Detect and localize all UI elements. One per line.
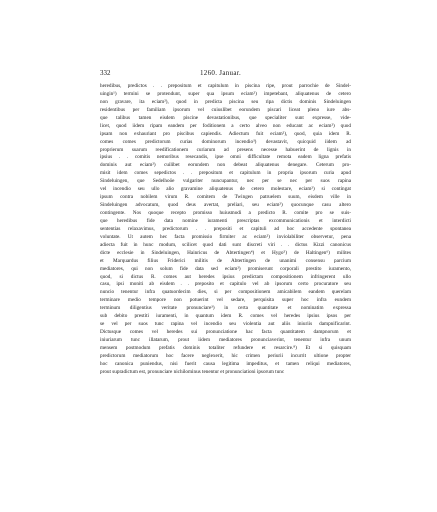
text-line: Sindeluingen, que Sedelhoöe vulgariter nuncupantur, nec per se nec per suos rapina xyxy=(100,178,351,185)
text-line: predictorum mediatorum hoc facere neglexerit, hic crimen periurii incurrit ultione propter xyxy=(100,352,351,359)
text-line: adiecta fuit in hunc modum, scilicet quod dati sunt discreti viri . . dictus Kizzi canonicus xyxy=(100,241,351,248)
text-line: sententias relaxavimus, predictorum . . prepositi et capituli ad hoc accedente spontanea xyxy=(100,225,351,232)
text-line: ipsum contra nobilem virum R. comitem de Twingen patruelem suum, eisdem ville in xyxy=(100,194,351,201)
text-line: nuncio tenentur infra quatuordecim dies, si per compositionem amicabilem eandem querelam xyxy=(100,289,351,296)
page-number: 332 xyxy=(100,69,111,77)
text-line: proprierum suarum reedificationem curiarum ad presens necesse habuerint de lignis in xyxy=(100,146,351,153)
text-line: terminum diligentius veritate pronunciare³) in certa quantitate et nominatim expressa xyxy=(100,305,351,312)
text-line: comes comes predictorum curias dominorum incendio³) devastavit, quicquid iidem ad xyxy=(100,138,351,145)
running-head: 1260. Januar. xyxy=(200,69,242,77)
page-header xyxy=(100,68,351,78)
text-line: que talibus tamen eisdem piscine devastationibus, que specialiter sunt expresse, vide- xyxy=(100,114,351,121)
body-text xyxy=(100,83,351,377)
text-line: licet, quod iidem ripam eandem per foditionem a certo alveo non educant ac eciam²) quod xyxy=(100,122,351,129)
text-line: casu, ipsi moniti ab eisdem . . preposito et capitulo vel ab ipsorum certo procuratore seu xyxy=(100,281,351,288)
text-line: contingente. Nos quoque recepto promisso huiusmodi a predicto R. comite pro se suis- xyxy=(100,210,351,216)
text-line: dominis aut eciam²) cuilibet eorundem non debeat aliquatenus denegare. Ceterum pro- xyxy=(100,162,351,169)
text-line: se vel per suos tunc rapina vel incendio seu violentia aut aliis iniuriis dampnificarint. xyxy=(100,321,351,328)
text-line: iniuriarum tunc illatarum, prout iidem mediatores pronunciaverint, tenentur infra unum xyxy=(100,337,351,343)
text-line: sub debito prestiti iuramenti, in quantum idem R. comes vel heredes ipsius ipsos per xyxy=(100,313,351,320)
text-line: terminare medio tempore non potuerint vel sedare, perquisita super hoc infra eundem xyxy=(100,297,351,304)
text-line: voluntate. Ut autem hec facta promissio firmiter ac eciam²) inviolabiliter observetur, pena xyxy=(100,233,351,240)
text-line: que heredibus fide data nomine iuramenti prescriptas excommunicationis et interdicti xyxy=(100,217,351,224)
text-line: residentibus per familiam ipsorum vel cuiuslibet eorundem piscari liceat pleno iure abs- xyxy=(100,106,351,113)
text-line: ipsius . . comitis nemoribus resecandis, ipse omni difficultate remota eadem ligna prefatis xyxy=(100,154,351,161)
text-line: quod, si dictus R. comes aut heredes ipsius predictam compositionem infringerent ullo xyxy=(100,273,351,280)
text-line: hoc canonica puniendus, nisi fuerit causa legitima impeditus, et tamen reliqui mediatores, xyxy=(100,360,351,367)
text-line: dicte ecclesie in Sindeluingen, Hainricus de Abtertingen⁴) et Hygo⁵) de Haltingen⁶) milites xyxy=(100,249,351,256)
text-line: ipsam non exhauriant pro piscibus capiendis. Adiectum fuit eciam²), quod, quia idem R. xyxy=(100,130,351,137)
text-line: misit idem comes sepedictos . . prepositum et capitulum in propria ipsorum curia apud xyxy=(100,170,351,177)
text-line: non gravare, ita eciam²), quod in predicta piscina seu ripa dictis dominis Sindeluingen xyxy=(100,98,351,105)
text-line: mediatores, qui non solum fide data sed eciam²) promiserunt corporali prestito iuramento, xyxy=(100,265,351,272)
text-line: Sindeluingen advocatum, quod deus avertat, preliari, seu eciam²) quocunque casu altero xyxy=(100,202,351,209)
text-line: et Marquardus filius Friderici militis de Abtertingen de unanimi consensu parcium xyxy=(100,257,351,264)
text-line: mensem postmodum prefatis dominis totaliter refundere et resarcire.⁸) Et si quisquam xyxy=(100,344,351,351)
text-line: uingin¹) termini se protendunt, super qua ipsum eciam²) impetebant, aliquatenus de cetero xyxy=(100,90,351,97)
text-line: Dictusque comes vel heredes sui pronunciatione hac facta quantitatem dampnorum et xyxy=(100,329,351,336)
text-line: heredibus, predictos . . prepositum et capitulum in piscina ripe, prout parrochie de Sindel- xyxy=(100,83,351,89)
text-line: vel incendio seu ullo alio gravamine aliquatenus de cetero molestare, eciam²) si contingat xyxy=(100,186,351,193)
text-line: prout supradictum est, pronunciare nichilominus tenentur et pronunciationi ipsorum tunc xyxy=(100,368,285,375)
